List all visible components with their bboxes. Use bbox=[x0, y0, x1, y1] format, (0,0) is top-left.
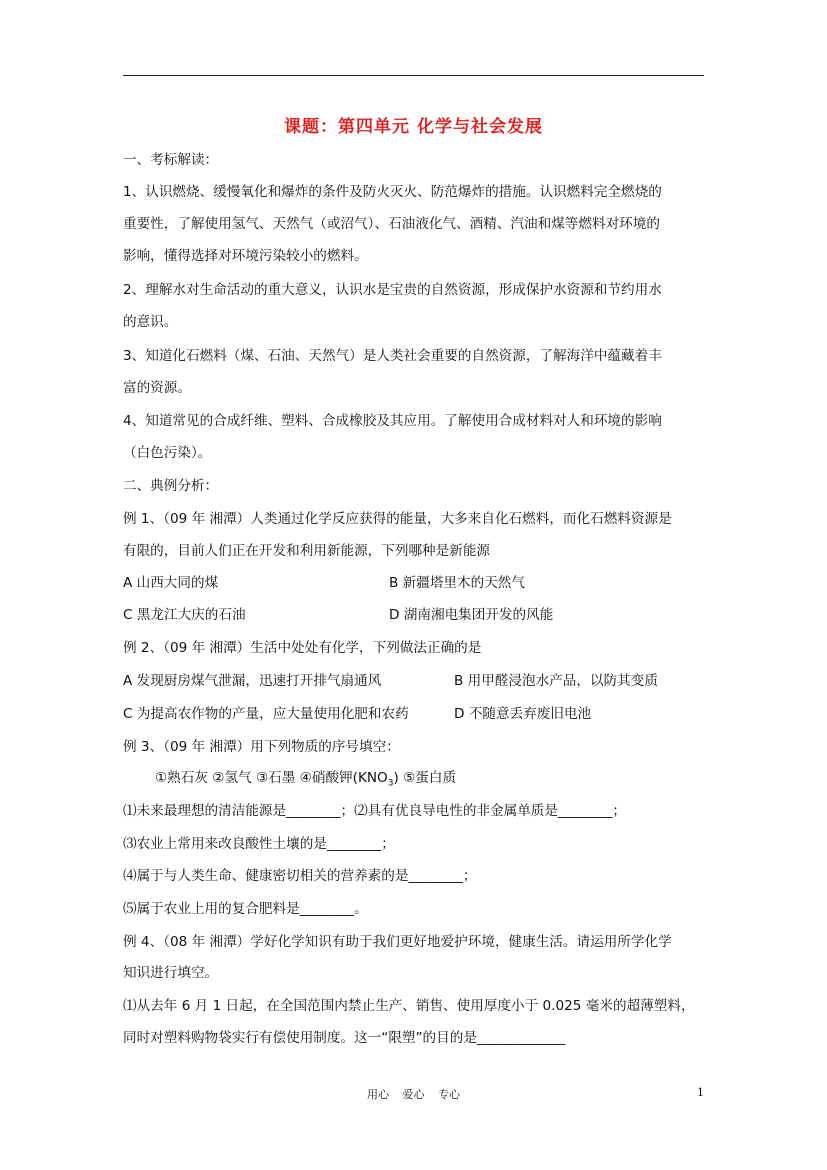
example-4-line-1: 例 4、（08 年 湘潭）学好化学知识有助于我们更好地爱护环境，健康生活。请运用所学化学 bbox=[123, 934, 672, 950]
example-2-option-d: D 不随意丢弃废旧电池 bbox=[454, 706, 592, 722]
paragraph-3-line-1: 3、知道化石燃料（煤、石油、天然气）是人类社会重要的自然资源，了解海洋中蕴藏着丰 bbox=[123, 348, 662, 364]
example-3-stem: 例 3、（09 年 湘潭）用下列物质的序号填空： bbox=[123, 739, 400, 755]
example-1-line-2: 有限的，目前人们正在开发和利用新能源，下列哪种是新能源 bbox=[123, 543, 491, 559]
example-4-question-1-line-1: ⑴从去年 6 月 1 日起，在全国范围内禁止生产、销售、使用厚度小于 0.025 毫米的超薄塑料， bbox=[123, 998, 695, 1014]
example-2-stem: 例 2、（09 年 湘潭）生活中处处有化学，下列做法正确的是 bbox=[123, 640, 482, 656]
paragraph-4-line-2: （白色污染）。 bbox=[123, 445, 212, 461]
header-rule bbox=[123, 75, 704, 76]
section-heading-1: 一、考标解读： bbox=[123, 152, 219, 168]
paragraph-2-line-1: 2、理解水对生命活动的重大意义，认识水是宝贵的自然资源，形成保护水资源和节约用水 bbox=[123, 282, 662, 298]
paragraph-1-line-1: 1、认识燃烧、缓慢氧化和爆炸的条件及防火灭火、防范爆炸的措施。认识燃料完全燃烧的 bbox=[123, 184, 662, 200]
substance-list-end: ) ⑤蛋白质 bbox=[393, 770, 457, 786]
example-3-substances bbox=[155, 768, 456, 794]
paragraph-1-line-3: 影响，懂得选择对环境污染较小的燃料。 bbox=[123, 248, 368, 264]
example-1-option-b: B 新疆塔里木的天然气 bbox=[389, 575, 525, 591]
section-heading-2: 二、典例分析： bbox=[123, 478, 219, 494]
example-3-question-4: ⑷属于与人类生命、健康密切相关的营养素的是________； bbox=[123, 868, 477, 884]
example-3-question-1: ⑴未来最理想的清洁能源是________；⑵具有优良导电性的非金属单质是________； bbox=[123, 803, 626, 819]
page-number: 1 bbox=[697, 1086, 704, 1099]
paragraph-3-line-2: 富的资源。 bbox=[123, 380, 191, 396]
example-1-option-a: A 山西大同的煤 bbox=[123, 575, 219, 591]
example-4-question-1-line-2: 同时对塑料购物袋实行有偿使用制度。这一“限塑”的目的是_____________ bbox=[123, 1030, 566, 1046]
paragraph-1-line-2: 重要性，了解使用氢气、天然气（或沼气）、石油液化气、酒精、汽油和煤等燃料对环境的 bbox=[123, 216, 660, 232]
example-1-option-c: C 黑龙江大庆的石油 bbox=[123, 607, 246, 623]
paragraph-2-line-2: 的意识。 bbox=[123, 314, 178, 330]
paragraph-4-line-1: 4、知道常见的合成纤维、塑料、合成橡胶及其应用。了解使用合成材料对人和环境的影响 bbox=[123, 413, 662, 429]
page-footer: 用心 爱心 专心 bbox=[367, 1088, 460, 1101]
example-3-question-5: ⑸属于农业上用的复合肥料是________。 bbox=[123, 901, 368, 917]
example-1-line-1: 例 1、（09 年 湘潭）人类通过化学反应获得的能量，大多来自化石燃料，而化石燃料资源是 bbox=[123, 511, 672, 527]
example-2-option-b: B 用甲醛浸泡水产品，以防其变质 bbox=[454, 673, 658, 689]
example-2-option-c: C 为提高农作物的产量，应大量使用化肥和农药 bbox=[123, 706, 409, 722]
example-2-option-a: A 发现厨房煤气泄漏，迅速打开排气扇通风 bbox=[123, 673, 382, 689]
example-3-question-3: ⑶农业上常用来改良酸性土壤的是________； bbox=[123, 836, 395, 852]
page-title: 课题：第四单元 化学与社会发展 bbox=[284, 117, 543, 137]
substance-list: ①熟石灰 ②氢气 ③石墨 ④硝酸钾(KNO bbox=[155, 770, 388, 786]
example-4-line-2: 知识进行填空。 bbox=[123, 965, 219, 981]
example-1-option-d: D 湖南湘电集团开发的风能 bbox=[389, 607, 554, 623]
formula-subscript: 3 bbox=[387, 778, 394, 789]
